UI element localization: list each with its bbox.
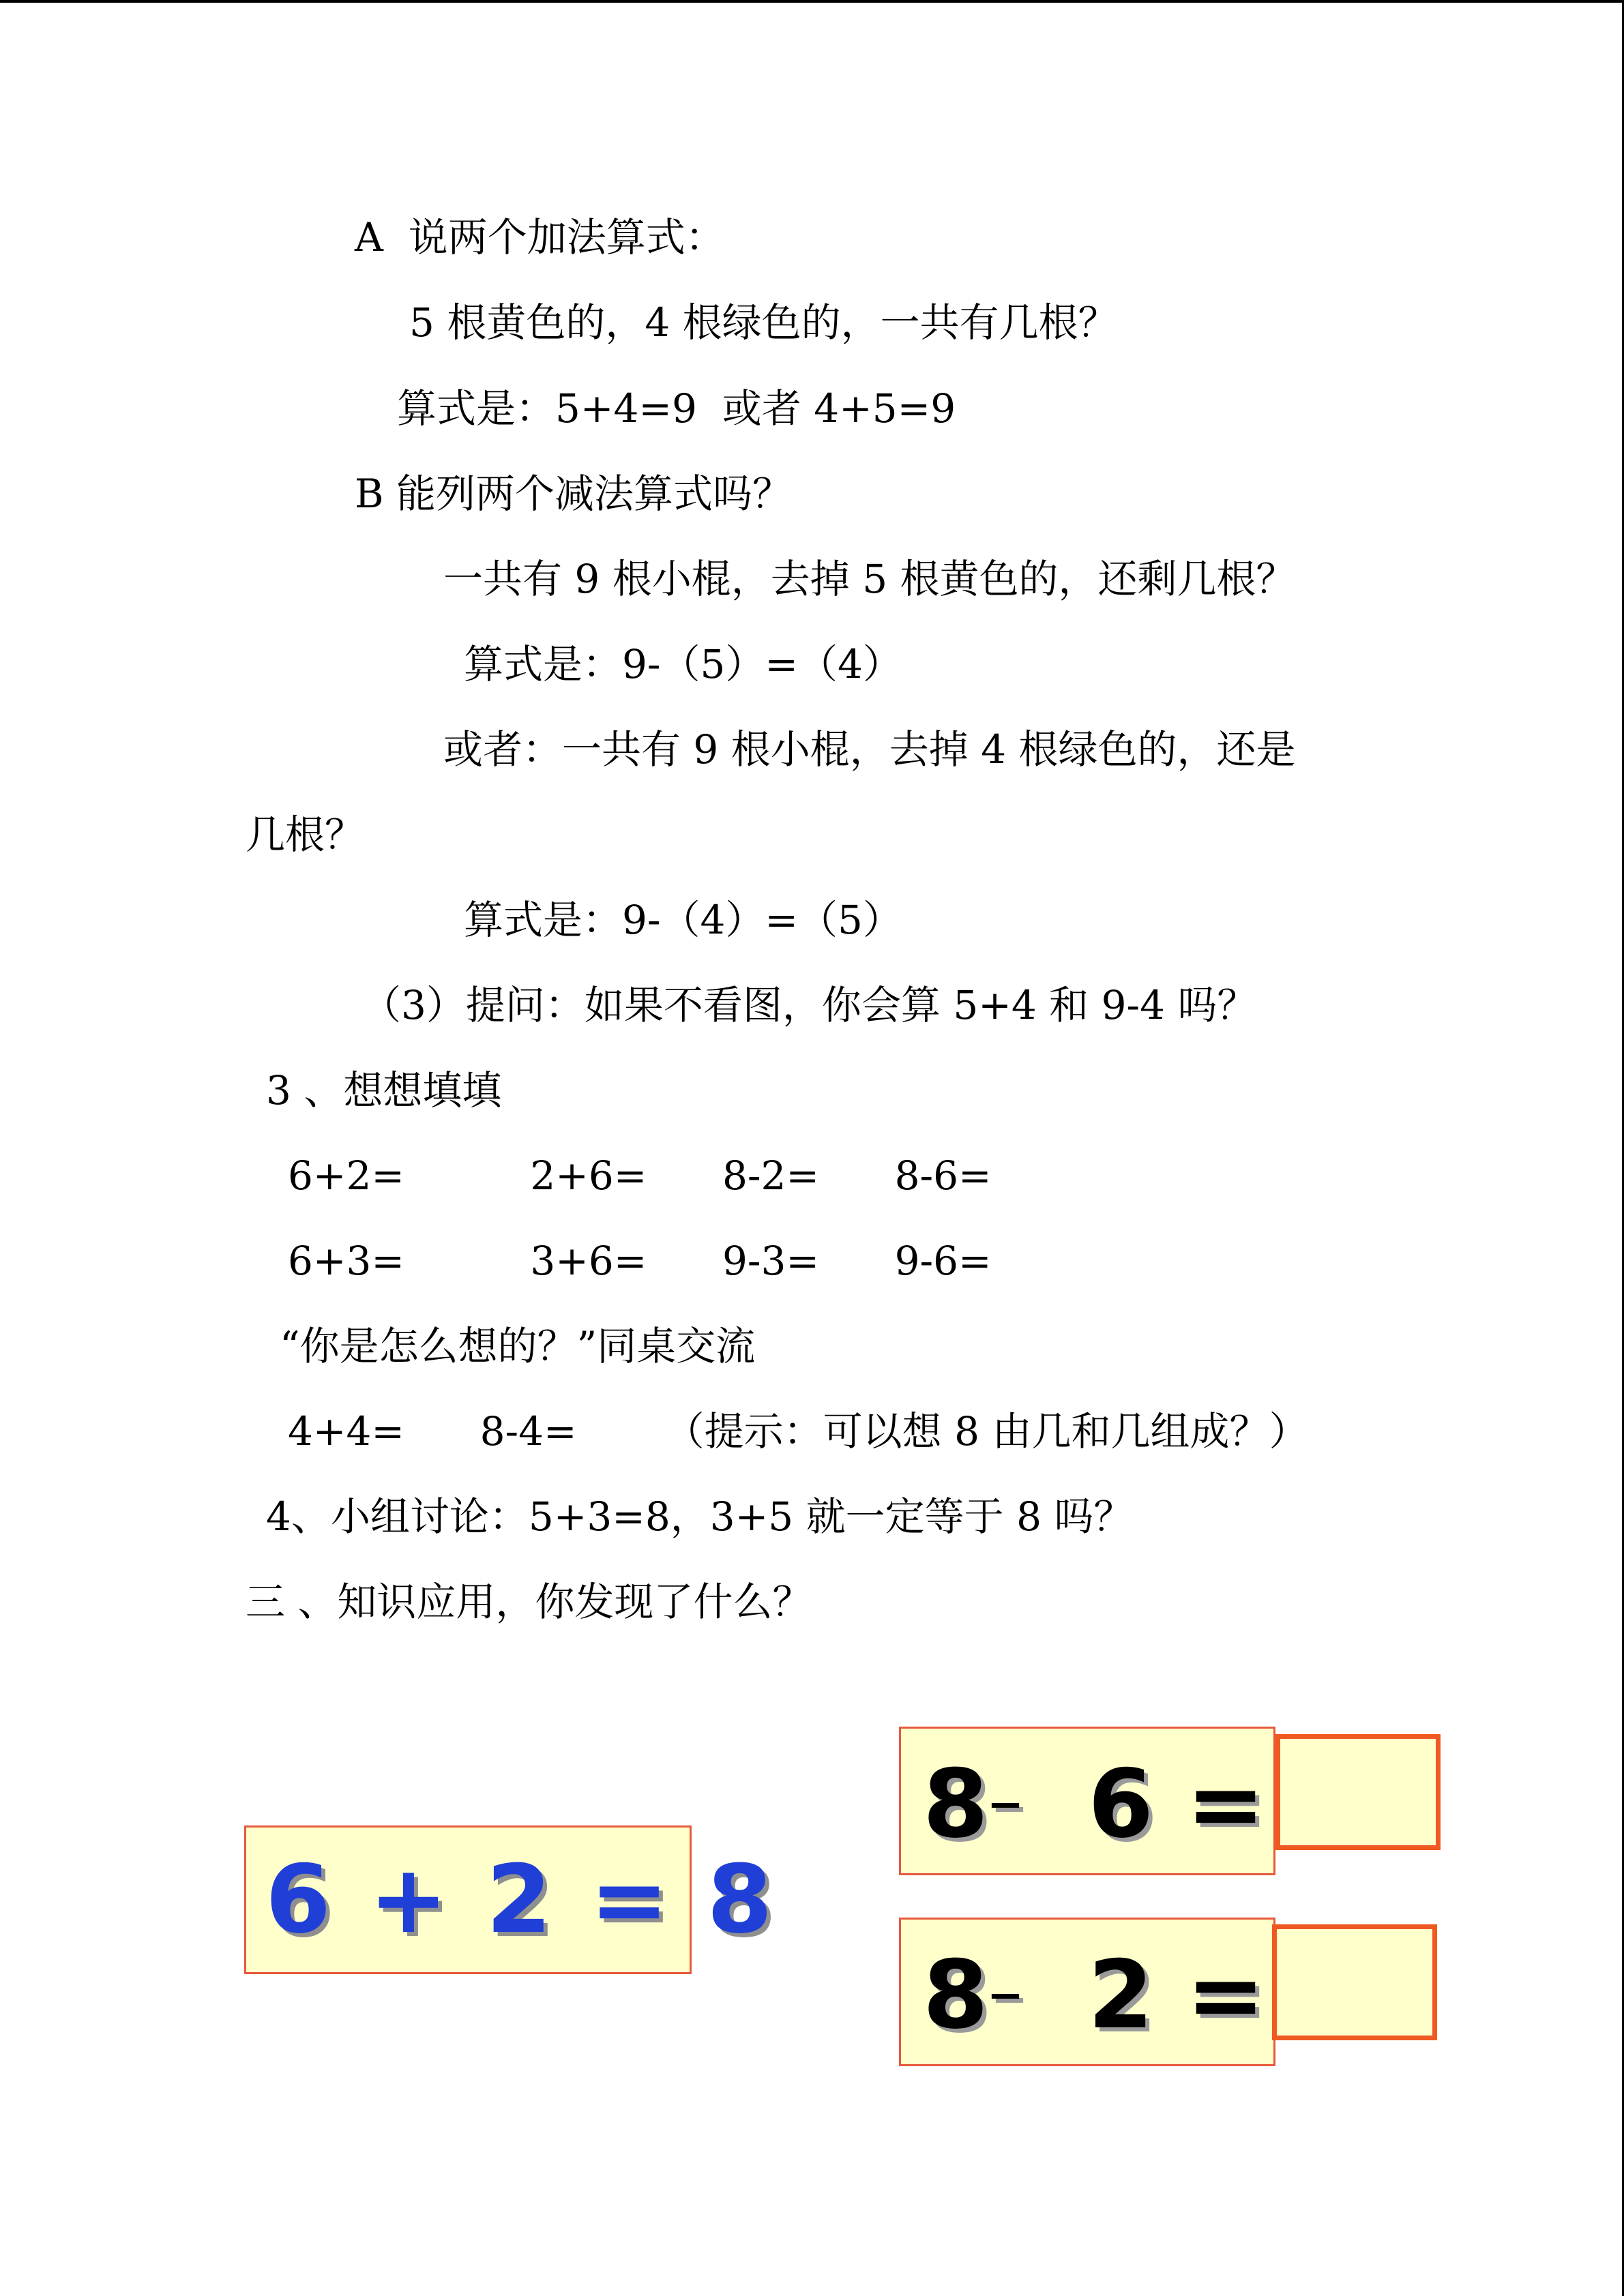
text-line-14: “你是怎么想的？”同桌交流 <box>280 1323 756 1369</box>
eq2-left: 8 <box>923 1940 989 2050</box>
page-top-border <box>0 0 1624 3</box>
text-line-5: 一共有 9 根小棍，去掉 5 根黄色的，还剩几根？ <box>443 556 1296 602</box>
answer-box-2[interactable] <box>1272 1924 1437 2040</box>
eq2-right: 2 = <box>1022 1940 1265 2050</box>
text-line-6: 算式是：9-（5）=（4） <box>464 641 902 687</box>
eq2-operator: – <box>988 1952 1023 2031</box>
eq1-right: 6 = <box>1022 1749 1265 1859</box>
eq1-operator: – <box>988 1761 1023 1840</box>
equation-card-8-minus-6 <box>899 1727 1275 1875</box>
text-line-9: 算式是：9-（4）=（5） <box>464 897 902 943</box>
text-line-1: A 说两个加法算式： <box>355 214 725 260</box>
text-line-2: 5 根黄色的，4 根绿色的，一共有几根？ <box>409 299 1118 346</box>
equation-card-8-minus-2 <box>899 1918 1275 2066</box>
exercise-row-2: 6+3= 3+6= 9-3= 9-6= <box>288 1238 992 1284</box>
answer-box-1[interactable] <box>1275 1734 1441 1850</box>
text-line-4: B 能列两个减法算式吗？ <box>355 471 793 517</box>
section-heading-4: 4、小组讨论：5+3=8，3+5 就一定等于 8 吗？ <box>266 1493 1134 1540</box>
text-line-3: 算式是：5+4=9 或者 4+5=9 <box>397 385 956 432</box>
section-heading-three: 三 、知识应用，你发现了什么？ <box>246 1579 812 1625</box>
exercise-row-1: 6+2= 2+6= 8-2= 8-6= <box>288 1152 992 1199</box>
text-line-8: 几根？ <box>246 811 365 858</box>
text-line-10: （3）提问：如果不看图，你会算 5+4 和 9-4 吗？ <box>361 982 1257 1028</box>
eq1-left: 8 <box>923 1749 989 1859</box>
exercise-row-3: 4+4= 8-4= （提示：可以想 8 由几和几组成？） <box>288 1408 1309 1455</box>
section-heading-3: 3 、想想填填 <box>266 1067 502 1114</box>
text-line-7: 或者：一共有 9 根小棍，去掉 4 根绿色的，还是 <box>443 726 1296 773</box>
equation-card-6-plus-2: 6 + 2 = 8 <box>244 1825 692 1974</box>
